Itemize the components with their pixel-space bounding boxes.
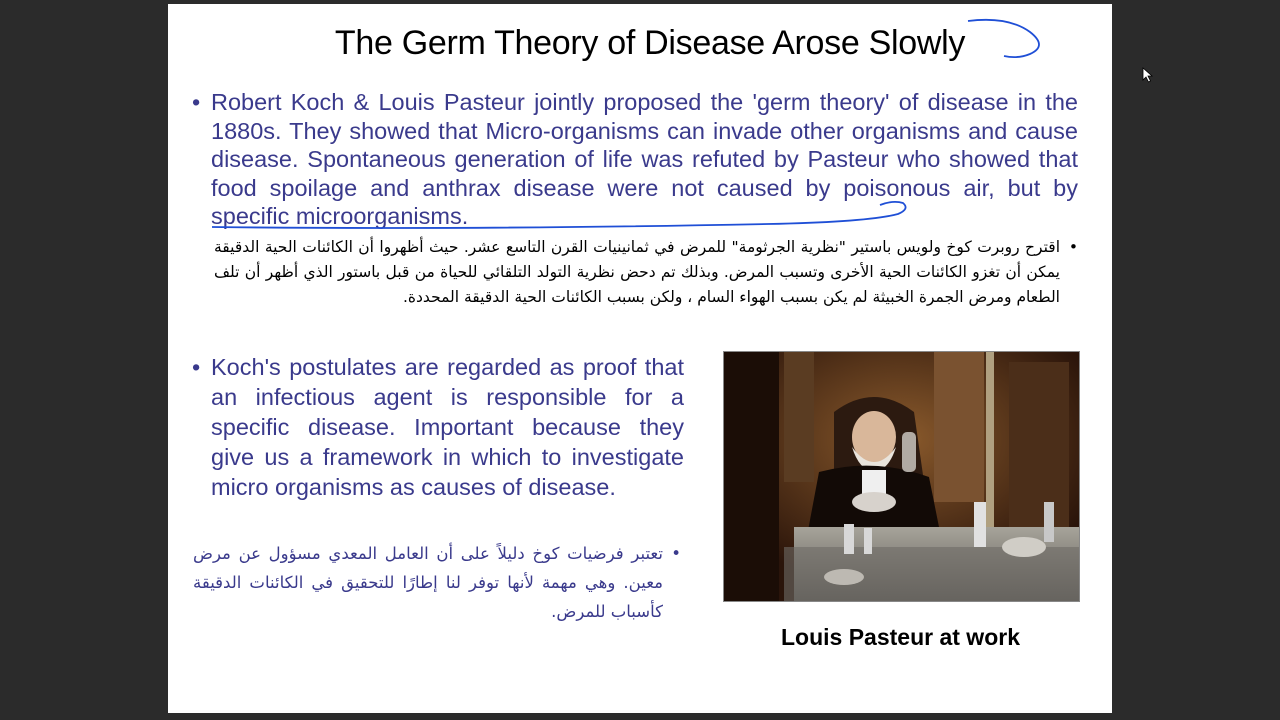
bullet-marker: • — [192, 354, 201, 380]
slide — [168, 4, 1112, 713]
bullet-text-arabic: اقترح روبرت كوخ ولويس باستير "نظرية الجرثومة" للمرض في ثمانينيات القرن التاسع عشر. حيث أظهروا أن الكائنات الحية الدقيقة يمكن أن تغزو الكائنات الحية الأخرى وتسبب المرض. وبذلك تم دحض نظرية التولد التلقائي للحياة من قبل باستور الذي أظهر أن تلف الطعام ومرض الجمرة الخبيثة لم يكن بسبب الهواء السام ، ولكن بسبب الكائنات الحية الدقيقة المحددة. — [214, 238, 1060, 306]
bullet-text: Koch's postulates are regarded as proof that an infectious agent is responsible for a specific disease. Important because they give us a framework in which to investigate micro organisms as causes of disease. — [211, 354, 684, 500]
pasteur-photo-illustration — [724, 352, 1079, 601]
bullet-marker: • — [671, 544, 681, 563]
bullet-text: Robert Koch & Louis Pasteur jointly proposed the 'germ theory' of disease in the 1880s. They showed that Micro-organisms can invade other organisms and cause disease. Spontaneous generation of life was refuted by Pasteur who showed that food spoilage and anthrax disease were not caused by poisonous air, but by specific microorganisms. — [211, 89, 1078, 229]
slide-title: The Germ Theory of Disease Arose Slowly — [334, 24, 966, 62]
bullet-text-arabic: تعتبر فرضيات كوخ دليلاً على أن العامل المعدي مسؤول عن مرض معين. وهي مهمة لأنها توفر لنا إطارًا للتحقيق في الكائنات الدقيقة كأسباب للمرض. — [193, 544, 663, 621]
pasteur-photo — [723, 351, 1080, 602]
bullet-germ-theory-en — [192, 88, 1078, 231]
bullet-koch-postulates-ar — [193, 539, 681, 626]
bullet-marker: • — [192, 89, 201, 115]
bullet-koch-postulates-en — [192, 352, 684, 502]
bullet-germ-theory-ar — [214, 235, 1078, 310]
mouse-pointer-icon — [1142, 67, 1154, 83]
bullet-marker: • — [1068, 238, 1078, 256]
photo-caption: Louis Pasteur at work — [780, 624, 1020, 650]
